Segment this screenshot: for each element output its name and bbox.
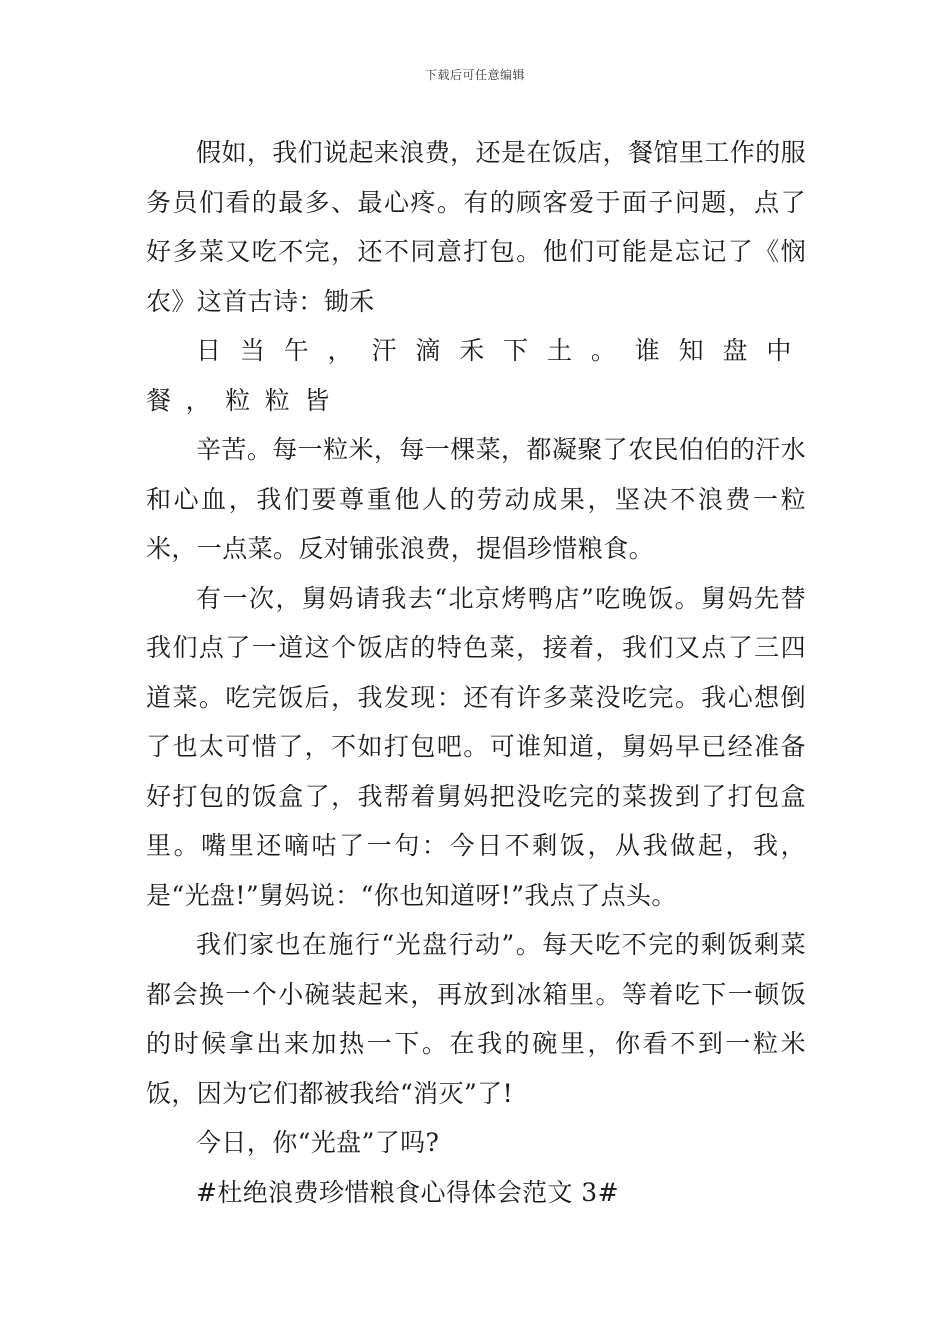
document-body (146, 128, 806, 1217)
paragraph-3: 辛苦。每一粒米，每一棵菜，都凝聚了农民伯伯的汗水和心血，我们要尊重他人的劳动成果，坚决不浪费一粒米，一点菜。反对铺张浪费，提倡珍惜粮食。 (146, 435, 806, 563)
page-header: 下载后可任意编辑 (424, 68, 525, 82)
paragraph-4: 有一次，舅妈请我去“北京烤鸭店”吃晚饭。舅妈先替我们点了一道这个饭店的特色菜，接着，我们又点了三四道菜。吃完饭后，我发现：还有许多菜没吃完。我心想倒了也太可惜了，不如打包吧。可谁知道，舅妈早已经准备好打包的饭盒了，我帮着舅妈把没吃完的菜拨到了打包盒里。嘴里还嘀咕了一句：今日不剩饭，从我做起，我，是“光盘!”舅妈说：“你也知道呀!”我点了点头。 (146, 583, 806, 910)
section-heading: #杜绝浪费珍惜粮食心得体会范文 3# (196, 1177, 619, 1207)
paragraph-6: 今日，你“光盘”了吗? (196, 1128, 440, 1157)
paragraph-5: 我们家也在施行“光盘行动”。每天吃不完的剩饭剩菜都会换一个小碗装起来，再放到冰箱里。等着吃下一顿饭的时候拿出来加热一下。在我的碗里，你看不到一粒米饭，因为它们都被我给“消灭”了! (146, 930, 806, 1108)
paragraph-2: 日当午，汗滴禾下土。谁知盘中餐，粒粒皆 (146, 336, 806, 415)
paragraph-1: 假如，我们说起来浪费，还是在饭店，餐馆里工作的服务员们看的最多、最心疼。有的顾客爱于面子问题，点了好多菜又吃不完，还不同意打包。他们可能是忘记了《悯农》这首古诗：锄禾 (146, 138, 806, 316)
